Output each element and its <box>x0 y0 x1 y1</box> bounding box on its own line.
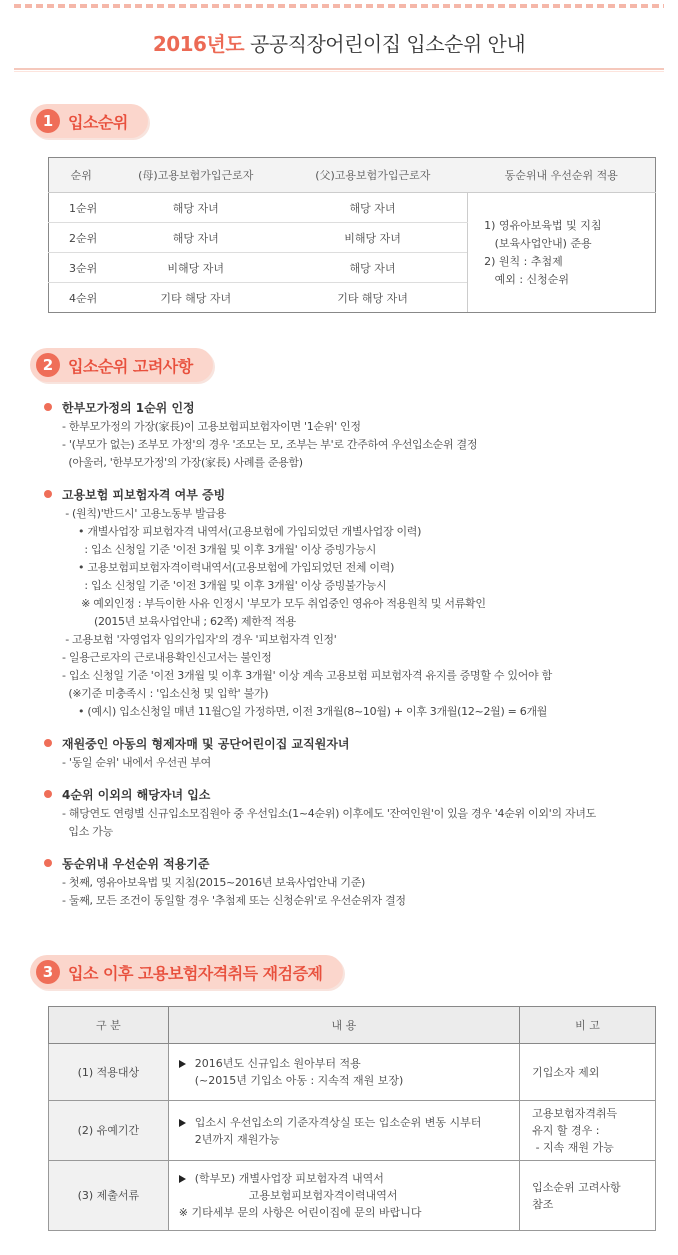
remark-line: 고용보험자격취득 <box>532 1107 618 1120</box>
consideration-heading: 동순위내 우선순위 적용기준 <box>62 856 210 871</box>
table-row <box>49 1161 656 1231</box>
remark-cell <box>520 1101 656 1161</box>
reverification-table <box>48 1006 656 1231</box>
consideration-line: (2015년 보육사업안내 ; 62쪽) 제한적 적용 <box>62 615 296 628</box>
col-header-category: 구 분 <box>49 1007 169 1044</box>
father-cell: 해당 자녀 <box>278 253 468 283</box>
rank-cell: 3순위 <box>49 253 114 283</box>
remark-line: 입소순위 고려사항 <box>532 1180 621 1194</box>
consideration-line: - '동일 순위' 내에서 우선권 부여 <box>62 756 212 769</box>
rank-cell: 1순위 <box>49 193 114 223</box>
col-header-content: 내 용 <box>168 1007 519 1044</box>
consideration-line: - 일용근로자의 근로내용확인신고서는 불인정 <box>62 651 272 664</box>
consideration-line: 입소 가능 <box>62 825 113 838</box>
content-line: ※ 기타세부 문의 사항은 어린이집에 문의 바랍니다 <box>178 1206 422 1219</box>
content-text: 2016년도 신규입소 원아부터 적용 <box>194 1057 361 1070</box>
content-cell <box>168 1044 519 1101</box>
bullet-dot-icon <box>44 490 52 498</box>
content-text: 입소시 우선입소의 기준자격상실 또는 입소순위 변동 시부터 <box>194 1115 482 1129</box>
section-1-heading: 입소순위 <box>68 112 128 132</box>
content-cell <box>168 1161 519 1231</box>
col-header-remark: 비 고 <box>520 1007 656 1044</box>
table-header-row <box>49 1007 656 1044</box>
admission-rank-table <box>48 157 656 313</box>
consideration-line: - 입소 신청일 기준 '이전 3개월 및 이후 3개월' 이상 계속 고용보험 피보험자격 유지를 증명할 수 있어야 함 <box>62 669 552 682</box>
rank-cell: 4순위 <box>49 283 114 313</box>
mother-cell: 비해당 자녀 <box>113 253 278 283</box>
col-header-mother: (母)고용보험가입근로자 <box>113 158 278 193</box>
content-text: (학부모) 개별사업장 피보험자격 내역서 <box>194 1172 384 1185</box>
consideration-line: (아울러, '한부모가정'의 가장(家長) 사례를 준용함) <box>62 456 303 469</box>
priority-note-line: 1) 영유아보육법 및 지침 <box>484 218 602 232</box>
table-row <box>49 1044 656 1101</box>
consideration-line: - '(부모가 없는) 조부모 가정'의 경우 '조모는 모, 조부는 부'로 간주하여 우선입소순위 결정 <box>62 438 478 451</box>
consideration-item <box>44 852 664 910</box>
section-3-heading: 입소 이후 고용보험자격취득 재검증제 <box>68 963 323 983</box>
content-line: 고용보험피보험자격이력내역서 <box>248 1189 398 1202</box>
remark-cell <box>520 1044 656 1101</box>
triangle-bullet-icon <box>179 1175 186 1183</box>
section-2-heading: 입소순위 고려사항 <box>68 356 193 376</box>
title-text: 공공직장어린이집 입소순위 안내 <box>249 32 526 56</box>
consideration-item <box>44 483 664 721</box>
content-line <box>179 1114 518 1131</box>
priority-note-cell <box>468 193 656 313</box>
consideration-heading: 4순위 이외의 해당자녀 입소 <box>62 787 211 802</box>
header-divider <box>14 68 664 70</box>
mother-cell: 해당 자녀 <box>113 223 278 253</box>
top-dashed-border <box>14 4 664 8</box>
col-header-priority: 동순위내 우선순위 적용 <box>468 158 656 193</box>
content-line: (~2015년 기입소 아동 : 지속적 재원 보장) <box>194 1074 404 1087</box>
consideration-item <box>44 396 664 472</box>
bullet-dot-icon <box>44 859 52 867</box>
consideration-line: : 입소 신청일 기준 '이전 3개월 및 이후 3개월' 이상 증빙가능시 <box>62 543 377 556</box>
consideration-line: - 첫째, 영유아보육법 및 지침(2015~2016년 보육사업안내 기준) <box>62 876 366 889</box>
priority-note-line: 2) 원칙 : 추첨제 <box>484 254 563 268</box>
consideration-line: (※기준 미충족시 : '입소신청 및 입학' 불가) <box>62 687 269 700</box>
table-header-row <box>49 158 656 193</box>
content-cell <box>168 1101 519 1161</box>
col-header-rank: 순위 <box>49 158 114 193</box>
consideration-line: ※ 예외인정 : 부득이한 사유 인정시 '부모가 모두 취업중인 영유아 적용원칙 및 서류확인 <box>62 597 486 610</box>
rank-cell: 2순위 <box>49 223 114 253</box>
section-2-number-badge: 2 <box>36 353 60 377</box>
father-cell: 기타 해당 자녀 <box>278 283 468 313</box>
priority-note-line: 예외 : 신청순위 <box>484 272 570 286</box>
table-row <box>49 193 656 223</box>
consideration-line: - 고용보험 '자영업자 임의가입자'의 경우 '피보험자격 인정' <box>62 633 337 646</box>
consideration-line: : 입소 신청일 기준 '이전 3개월 및 이후 3개월' 이상 증빙불가능시 <box>62 579 387 592</box>
page-title <box>0 28 678 57</box>
remark-line: 참조 <box>532 1197 554 1211</box>
header-divider-light <box>14 71 664 72</box>
consideration-line: • 고용보험피보험자격이력내역서(고용보험에 가입되었던 전체 이력) <box>62 561 395 574</box>
section-1-number-badge: 1 <box>36 109 60 133</box>
consideration-item <box>44 732 664 772</box>
remark-cell <box>520 1161 656 1231</box>
consideration-heading: 한부모가정의 1순위 인정 <box>62 400 195 415</box>
section-3-number-badge: 3 <box>36 960 60 984</box>
section-2-title <box>30 348 213 382</box>
remark-line: 유지 할 경우 : <box>532 1124 600 1137</box>
table-row <box>49 1101 656 1161</box>
consideration-line: • (예시) 입소신청일 매년 11월○일 가정하면, 이전 3개월(8~10월) + 이후 3개월(12~2월) = 6개월 <box>62 705 548 718</box>
content-line: 2년까지 재원가능 <box>194 1132 280 1146</box>
consideration-line: - 한부모가정의 가장(家長)이 고용보험피보험자이면 '1순위' 인정 <box>62 420 361 433</box>
col-header-father: (父)고용보험가입근로자 <box>278 158 468 193</box>
consideration-item <box>44 783 664 841</box>
triangle-bullet-icon <box>179 1060 186 1068</box>
consideration-heading: 재원중인 아동의 형제자매 및 공단어린이집 교직원자녀 <box>62 736 350 751</box>
triangle-bullet-icon <box>179 1119 186 1127</box>
category-cell: (1) 적용대상 <box>49 1044 169 1101</box>
remark-line: - 지속 재원 가능 <box>532 1141 614 1154</box>
category-cell: (3) 제출서류 <box>49 1161 169 1231</box>
bullet-dot-icon <box>44 790 52 798</box>
consideration-line: • 개별사업장 피보험자격 내역서(고용보험에 가입되었던 개별사업장 이력) <box>62 525 422 538</box>
content-line <box>179 1170 518 1187</box>
consideration-line: - 둘째, 모든 조건이 동일할 경우 '추첨제 또는 신청순위'로 우선순위자 결정 <box>62 894 406 907</box>
section-3-title <box>30 955 343 989</box>
father-cell: 비해당 자녀 <box>278 223 468 253</box>
bullet-dot-icon <box>44 739 52 747</box>
consideration-heading: 고용보험 피보험자격 여부 증빙 <box>62 487 226 502</box>
priority-note-line: (보육사업안내) 준용 <box>484 236 592 250</box>
title-year: 2016년도 <box>152 32 245 56</box>
consideration-line: - 해당연도 연령별 신규입소모집원아 중 우선입소(1~4순위) 이후에도 '잔여인원'이 있을 경우 '4순위 이외'의 자녀도 <box>62 807 596 820</box>
mother-cell: 기타 해당 자녀 <box>113 283 278 313</box>
mother-cell: 해당 자녀 <box>113 193 278 223</box>
section-1-title <box>30 104 148 138</box>
bullet-dot-icon <box>44 403 52 411</box>
remark-line: 기입소자 제외 <box>532 1065 600 1079</box>
considerations-list <box>44 396 664 921</box>
category-cell: (2) 유예기간 <box>49 1101 169 1161</box>
content-line <box>179 1055 518 1072</box>
consideration-line: - (원칙)'반드시' 고용노동부 발급용 <box>62 507 227 520</box>
father-cell: 해당 자녀 <box>278 193 468 223</box>
